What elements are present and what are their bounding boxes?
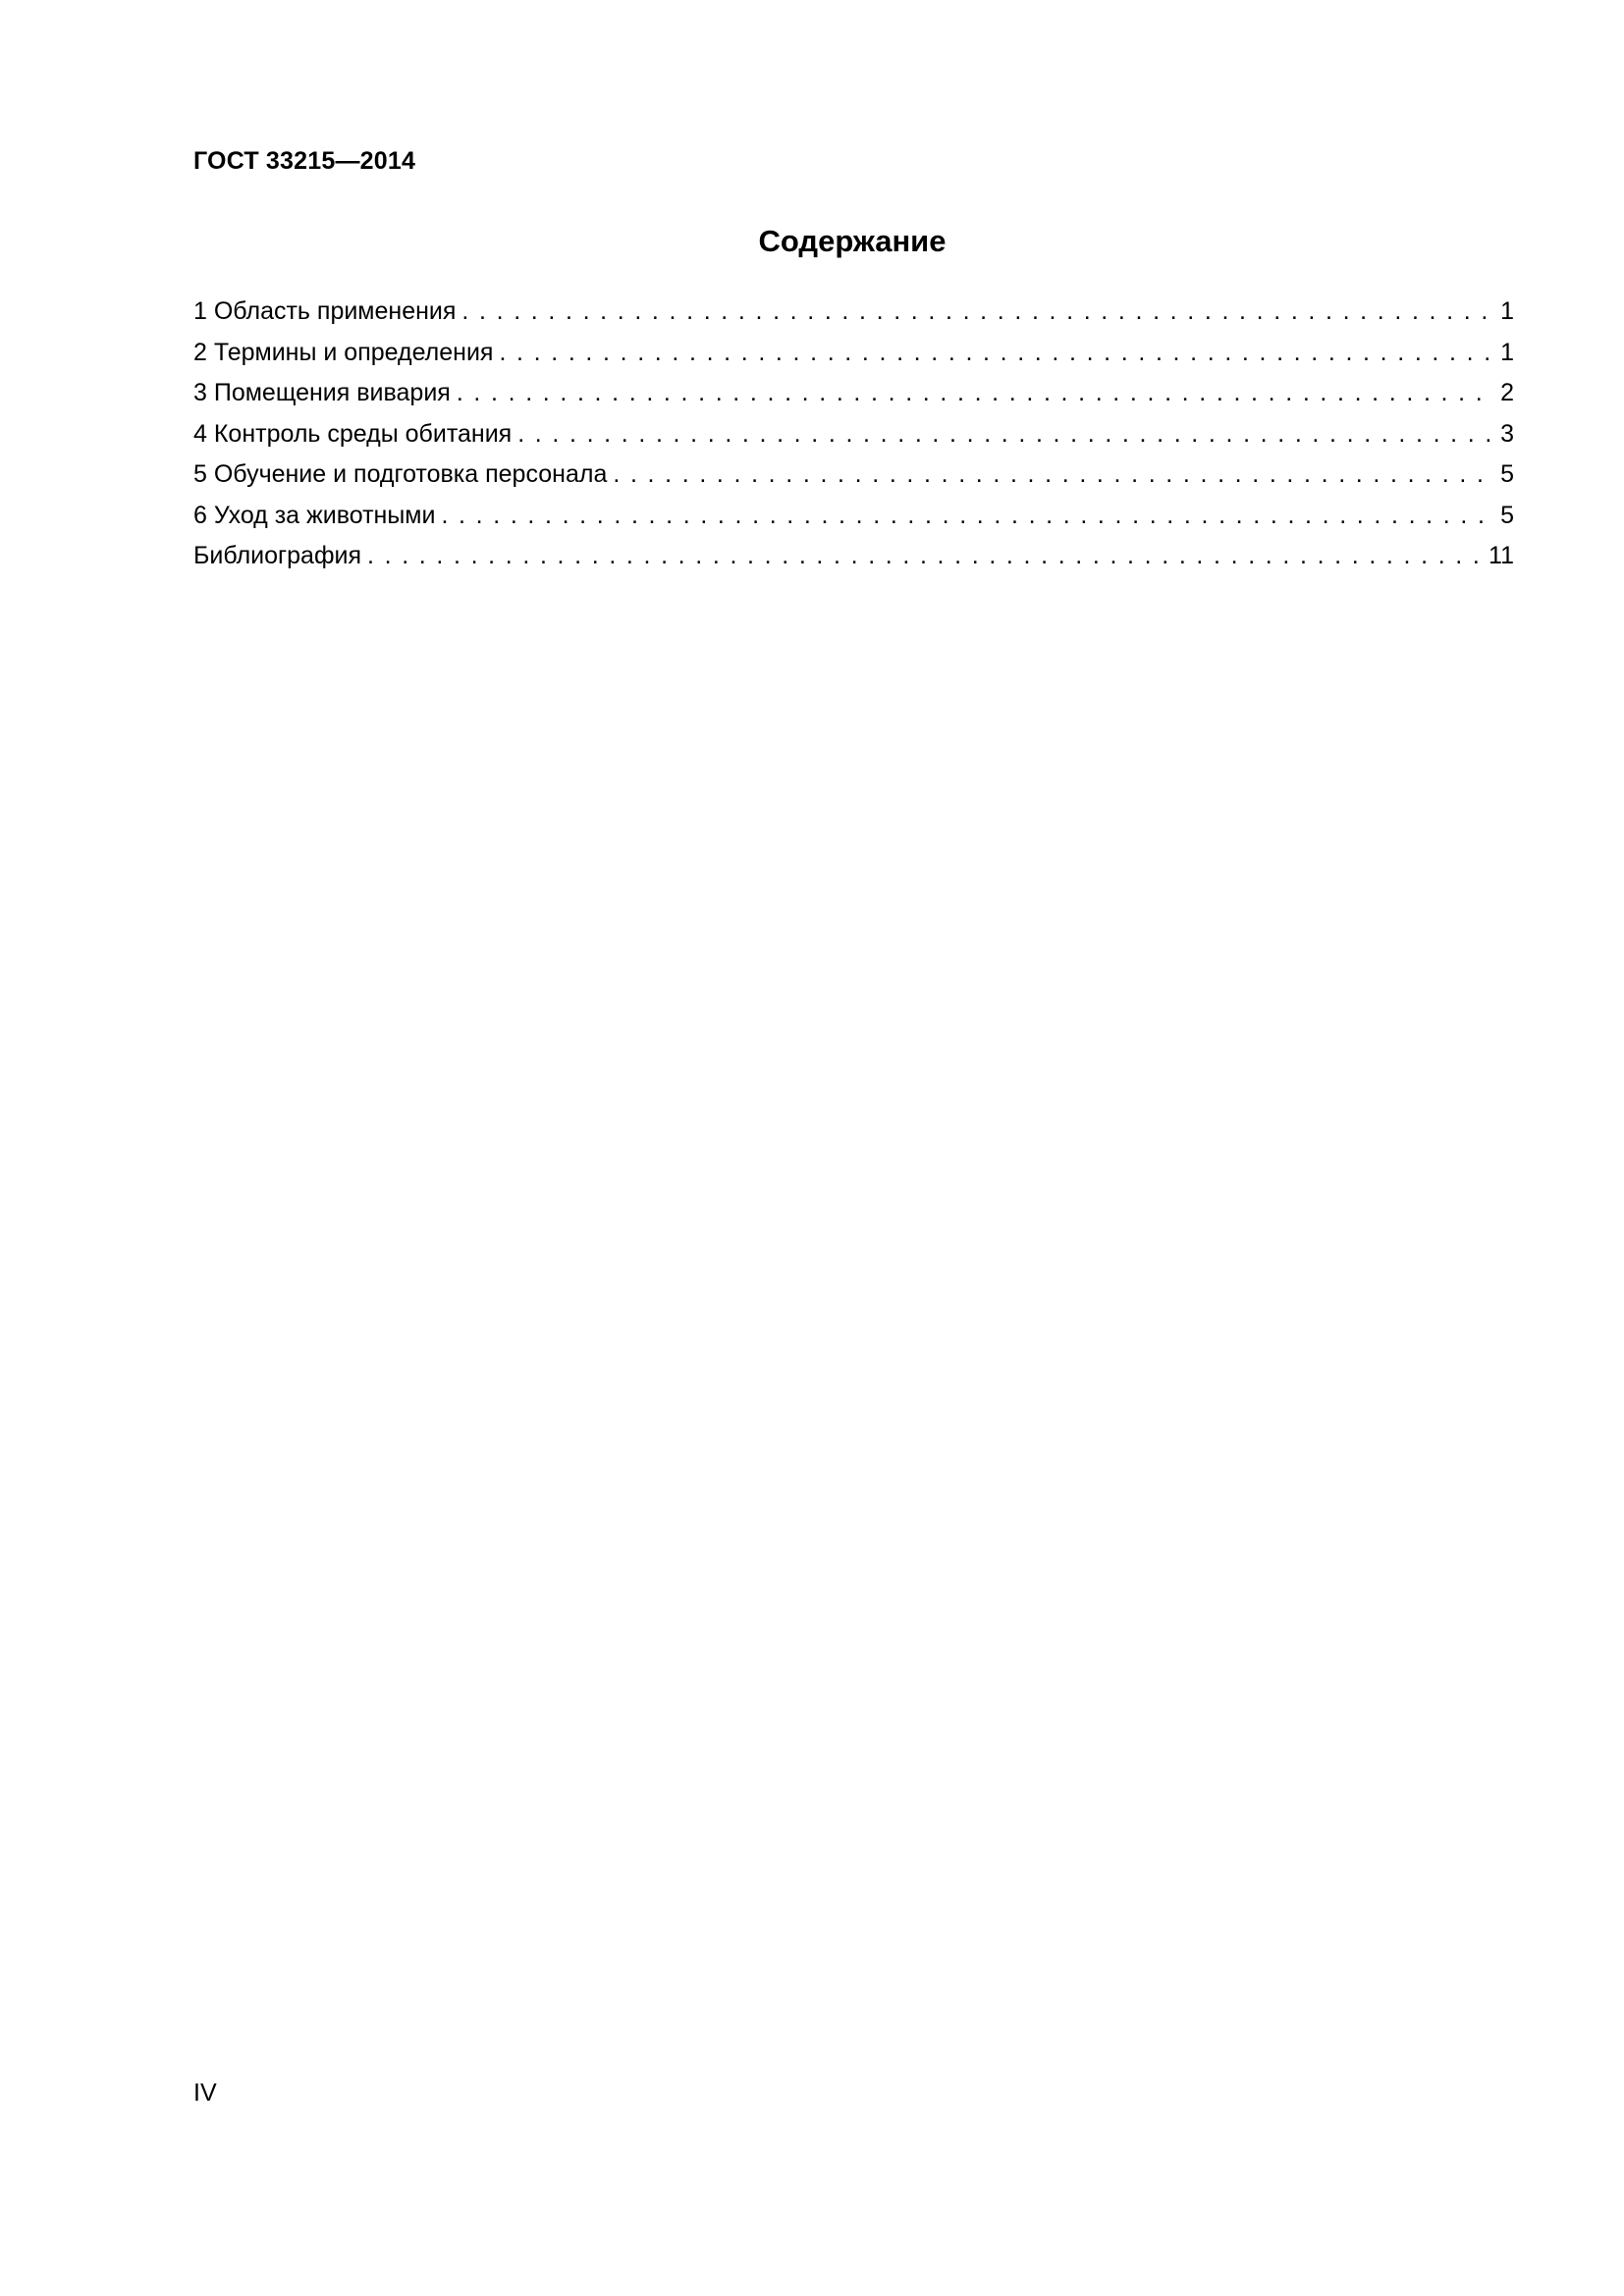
document-code: ГОСТ 33215—2014 xyxy=(193,147,416,175)
toc-dot-leader xyxy=(457,373,1490,414)
toc-entry-label: 5 Обучение и подготовка персонала xyxy=(193,460,608,488)
toc-entry-page: 1 xyxy=(1500,338,1514,366)
page-number: IV xyxy=(193,2079,217,2107)
toc-entry-vivarium-premises[interactable] xyxy=(193,373,1514,414)
toc-entry-page: 2 xyxy=(1500,379,1514,406)
toc-entry-label: 4 Контроль среды обитания xyxy=(193,419,513,448)
toc-dot-leader xyxy=(367,536,1479,577)
toc-title: Содержание xyxy=(758,224,947,258)
toc-entry-label: 3 Помещения вивария xyxy=(193,379,451,406)
toc-entry-page: 1 xyxy=(1500,297,1514,325)
toc-entry-label: 6 Уход за животными xyxy=(193,501,436,529)
toc-entry-environment-control[interactable] xyxy=(193,414,1514,455)
toc-entry-label: Библиография xyxy=(193,542,362,569)
toc-entry-label: 1 Область применения xyxy=(193,297,457,325)
toc-entry-animal-care[interactable] xyxy=(193,496,1514,537)
table-of-contents xyxy=(193,292,1514,577)
toc-entry-bibliography[interactable] xyxy=(193,536,1514,577)
toc-entry-page: 3 xyxy=(1500,419,1514,448)
toc-entry-label: 2 Термины и определения xyxy=(193,338,494,366)
toc-entry-staff-training[interactable] xyxy=(193,454,1514,496)
toc-entry-terms[interactable] xyxy=(193,333,1514,374)
toc-dot-leader xyxy=(613,454,1490,496)
toc-entry-scope[interactable] xyxy=(193,292,1514,333)
toc-dot-leader xyxy=(461,292,1490,333)
toc-dot-leader xyxy=(441,496,1490,537)
toc-entry-page: 5 xyxy=(1500,460,1514,488)
toc-entry-page: 11 xyxy=(1489,542,1514,569)
toc-dot-leader xyxy=(499,333,1490,374)
toc-entry-page: 5 xyxy=(1500,501,1514,529)
toc-dot-leader xyxy=(517,414,1490,455)
